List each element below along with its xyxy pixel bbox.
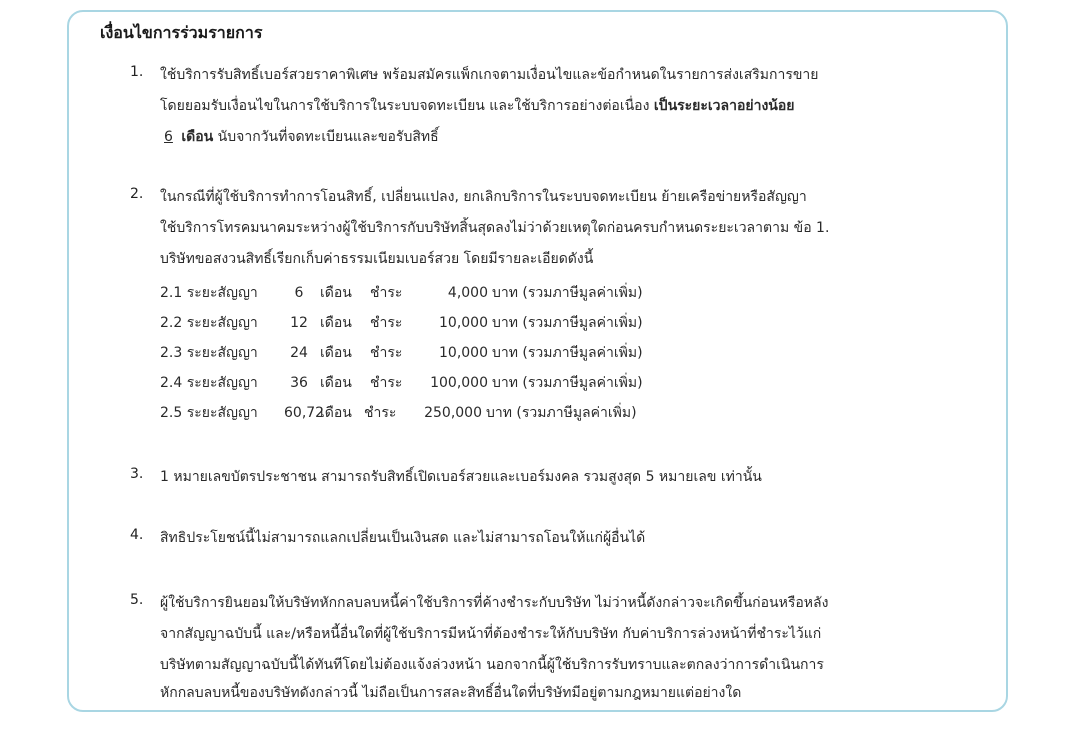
fee-unit: เดือน <box>320 315 352 331</box>
item-2-line-1: ในกรณีที่ผู้ใช้บริการทำการโอนสิทธิ์, เปลี่ยนแปลง, ยกเลิกบริการในระบบจดทะเบียน ย้ายเครือข่ายหรือสัญญา <box>160 189 807 205</box>
fee-unit: เดือน <box>320 375 352 391</box>
fee-months: 6 <box>294 285 304 301</box>
item-1-number: 1. <box>130 64 144 80</box>
fee-pay: ชำระ <box>364 405 397 421</box>
fee-unit: เดือน <box>320 285 352 301</box>
fee-amount: 250,000 <box>424 405 482 421</box>
fee-months: 12 <box>290 315 308 331</box>
item-1-line-3-text: นับจากวันที่จดทะเบียนและขอรับสิทธิ์ <box>213 129 439 145</box>
fee-pay: ชำระ <box>370 375 403 391</box>
item-5-number: 5. <box>130 592 144 608</box>
fee-months: 36 <box>290 375 308 391</box>
item-1-line-2 <box>160 95 794 117</box>
fee-label: 2.3 ระยะสัญญา <box>160 345 258 361</box>
item-1-months: 6 <box>164 129 173 145</box>
fee-label: 2.1 ระยะสัญญา <box>160 285 258 301</box>
fee-note: บาท (รวมภาษีมูลค่าเพิ่ม) <box>492 345 643 361</box>
fee-note: บาท (รวมภาษีมูลค่าเพิ่ม) <box>492 285 643 301</box>
item-2-number: 2. <box>130 186 144 202</box>
fee-unit: เดือน <box>320 345 352 361</box>
fee-amount: 10,000 <box>439 315 488 331</box>
fee-row <box>160 372 643 394</box>
fee-label: 2.2 ระยะสัญญา <box>160 315 258 331</box>
fee-note: บาท (รวมภาษีมูลค่าเพิ่ม) <box>492 375 643 391</box>
item-3-number: 3. <box>130 466 144 482</box>
fee-amount: 100,000 <box>430 375 488 391</box>
fee-note: บาท (รวมภาษีมูลค่าเพิ่ม) <box>486 405 637 421</box>
item-1-line-1: ใช้บริการรับสิทธิ์เบอร์สวยราคาพิเศษ พร้อมสมัครแพ็กเกจตามเงื่อนไขและข้อกำหนดในรายการส่งเสริมการขาย <box>160 67 819 83</box>
fee-row <box>160 342 643 364</box>
fee-pay: ชำระ <box>370 345 403 361</box>
item-1-line-2-text: โดยยอมรับเงื่อนไขในการใช้บริการในระบบจดทะเบียน และใช้บริการอย่างต่อเนื่อง <box>160 98 654 114</box>
item-1-line-3 <box>160 126 439 148</box>
item-2-line-3: บริษัทขอสงวนสิทธิ์เรียกเก็บค่าธรรมเนียมเบอร์สวย โดยมีรายละเอียดดังนี้ <box>160 251 594 267</box>
item-5-line-1: ผู้ใช้บริการยินยอมให้บริษัทหักกลบลบหนี้ค่าใช้บริการที่ค้างชำระกับบริษัท ไม่ว่าหนี้ดังกล่าวจะเกิดขึ้นก่อนหรือหลัง <box>160 595 829 611</box>
fee-amount: 10,000 <box>439 345 488 361</box>
fee-pay: ชำระ <box>370 315 403 331</box>
terms-title: เงื่อนไขการร่วมรายการ <box>100 23 263 42</box>
item-1-line-2-bold: เป็นระยะเวลาอย่างน้อย <box>653 98 795 114</box>
fee-pay: ชำระ <box>370 285 403 301</box>
item-2-line-2: ใช้บริการโทรคมนาคมระหว่างผู้ใช้บริการกับบริษัทสิ้นสุดลงไม่ว่าด้วยเหตุใดก่อนครบกำหนดระยะเวลาตาม ข้อ 1. <box>160 220 830 236</box>
fee-row <box>160 282 643 304</box>
item-4-number: 4. <box>130 527 144 543</box>
item-5-line-3: บริษัทตามสัญญาฉบับนี้ได้ทันทีโดยไม่ต้องแจ้งล่วงหน้า นอกจากนี้ผู้ใช้บริการรับทราบและตกลงว่าการดำเนินการ <box>160 657 824 673</box>
fee-unit: เดือน <box>320 405 352 421</box>
item-1-months-unit: เดือน <box>181 129 214 145</box>
fee-note: บาท (รวมภาษีมูลค่าเพิ่ม) <box>492 315 643 331</box>
fee-label: 2.4 ระยะสัญญา <box>160 375 258 391</box>
fee-amount: 4,000 <box>447 285 488 301</box>
item-4-line-1: สิทธิประโยชน์นี้ไม่สามารถแลกเปลี่ยนเป็นเงินสด และไม่สามารถโอนให้แก่ผู้อื่นได้ <box>160 530 646 546</box>
fee-label: 2.5 ระยะสัญญา <box>160 405 258 421</box>
fee-months: 60,72 <box>284 405 325 421</box>
fee-row <box>160 312 643 334</box>
item-5-line-4: หักกลบลบหนี้ของบริษัทดังกล่าวนี้ ไม่ถือเป็นการสละสิทธิ์อื่นใดที่บริษัทมีอยู่ตามกฎหมายแต่อย่างใด <box>160 685 742 701</box>
fee-row <box>160 402 637 424</box>
fee-months: 24 <box>290 345 308 361</box>
item-3-line-1: 1 หมายเลขบัตรประชาชน สามารถรับสิทธิ์เปิดเบอร์สวยและเบอร์มงคล รวมสูงสุด 5 หมายเลข เท่านั้น <box>160 469 762 485</box>
item-5-line-2: จากสัญญาฉบับนี้ และ/หรือหนี้อื่นใดที่ผู้ใช้บริการมีหน้าที่ต้องชำระให้กับบริษัท กับค่าบริการล่วงหน้าที่ชำระไว้แก่ <box>160 626 822 642</box>
